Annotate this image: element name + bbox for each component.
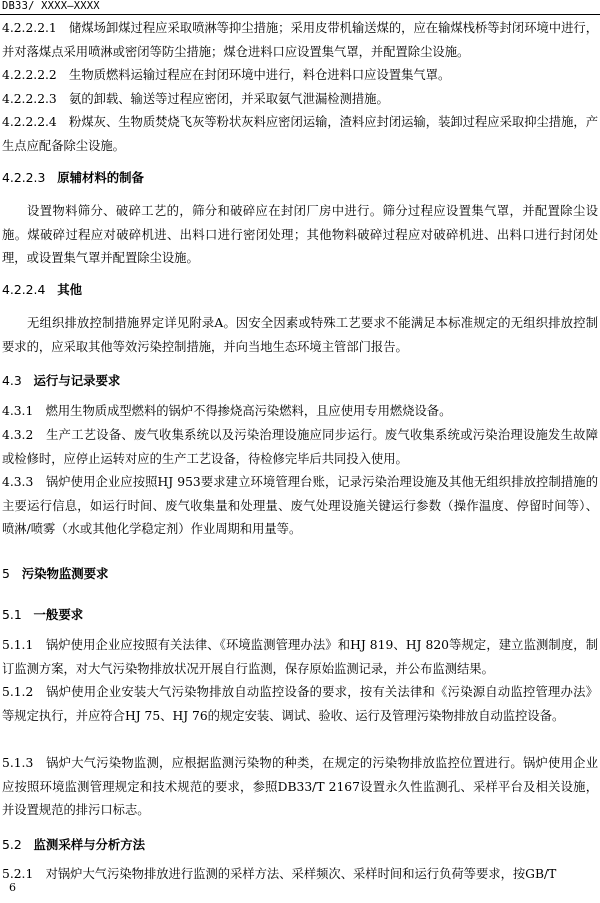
heading-5 — [2, 564, 600, 584]
clause-4-3-1: 4.3.1 燃用生物质成型燃料的锅炉不得掺烧高污染燃料，且应使用专用燃烧设备。 — [2, 404, 452, 418]
heading-number: 5 — [2, 566, 10, 581]
heading-4-2-2-4 — [2, 280, 600, 300]
heading-4-2-2-3 — [2, 168, 600, 188]
heading-5-2 — [2, 835, 600, 855]
heading-number: 4.2.2.3 — [2, 170, 46, 185]
clause-5-2-1: 5.2.1 对锅炉大气污染物排放进行监测的采样方法、采样频次、采样时间和运行负荷等要求，按GB/T — [2, 867, 557, 881]
clause-5-1-1: 5.1.1 锅炉使用企业应按照有关法律、《环境监测管理办法》和HJ 819、HJ 820等规定，建立监测制度，制订监测方案，对大气污染物排放状况开展自行监测，保存原始监测记录，并公布监测结果。 — [2, 638, 598, 676]
standard-code-header: DB33/ XXXX—XXXX — [2, 0, 100, 12]
paragraph-material-preparation: 设置物料筛分、破碎工艺的，筛分和破碎应在封闭厂房中进行。筛分过程应设置集气罩，并配置除尘设施。煤破碎过程应对破碎机进、出料口进行密闭处理；其他物料破碎过程应对破碎机进、出料口进行封闭处理，或设置集气罩并配置除尘设施。 — [2, 204, 598, 265]
clause-5-1-2: 5.1.2 锅炉使用企业安装大气污染物排放自动监控设备的要求，按有关法律和《污染源自动监控管理办法》等规定执行，并应符合HJ 75、HJ 76的规定安装、调试、验收、运行及管理污染物排放自动监控设备。 — [2, 685, 598, 723]
heading-title: 运行与记录要求 — [33, 373, 121, 388]
heading-number: 4.3 — [2, 373, 22, 388]
heading-title: 污染物监测要求 — [21, 566, 109, 581]
heading-5-1 — [2, 605, 600, 625]
clause-5-1-3: 5.1.3 锅炉大气污染物监测，应根据监测污染物的种类，在规定的污染物排放监控位置进行。锅炉使用企业应按照环境监测管理规定和技术规范的要求，参照DB33/T 2167设置永久性监测孔、采样平台及相关设施，并设置规范的排污口标志。 — [2, 756, 598, 817]
clause-4-2-2-2-3: 4.2.2.2.3 氨的卸载、输送等过程应密闭，并采取氨气泄漏检测措施。 — [2, 92, 389, 106]
heading-4-3 — [2, 371, 600, 391]
clause-4-2-2-2-2: 4.2.2.2.2 生物质燃料运输过程应在封闭环境中进行，料仓进料口应设置集气罩。 — [2, 68, 451, 82]
clause-4-2-2-2-4: 4.2.2.2.4 粉煤灰、生物质焚烧飞灰等粉状灰料应密闭运输，渣料应封闭运输，装卸过程应采取抑尘措施，产生点应配备除尘设施。 — [2, 115, 598, 153]
heading-title: 一般要求 — [33, 607, 84, 622]
heading-title: 监测采样与分析方法 — [33, 837, 146, 852]
clause-4-2-2-2-1: 4.2.2.2.1 储煤场卸煤过程应采取喷淋等抑尘措施；采用皮带机输送煤的，应在输煤栈桥等封闭环境中进行，并对落煤点采用喷淋或密闭等防尘措施；煤仓进料口应设置集气罩，并配置除尘设施。 — [2, 21, 598, 59]
heading-title: 其他 — [57, 282, 82, 297]
heading-number: 5.1 — [2, 607, 22, 622]
heading-number: 4.2.2.4 — [2, 282, 46, 297]
paragraph-other: 无组织排放控制措施界定详见附录A。因安全因素或特殊工艺要求不能满足本标准规定的无组织排放控制要求的，应采取其他等效污染控制措施，并向当地生态环境主管部门报告。 — [2, 316, 598, 354]
heading-number: 5.2 — [2, 837, 22, 852]
heading-title: 原辅材料的制备 — [57, 170, 144, 185]
clause-4-3-2: 4.3.2 生产工艺设备、废气收集系统以及污染治理设施应同步运行。废气收集系统或污染治理设施发生故障或检修时，应停止运转对应的生产工艺设备，待检修完毕后共同投入使用。 — [2, 428, 598, 466]
page-number: 6 — [9, 881, 16, 894]
clause-4-3-3: 4.3.3 锅炉使用企业应按照HJ 953要求建立环境管理台账，记录污染治理设施及其他无组织排放控制措施的主要运行信息，如运行时间、废气收集量和处理量、废气处理设施关键运行参数（操作温度、停留时间等）、喷淋/喷雾（水或其他化学稳定剂）作业周期和用量等。 — [2, 475, 598, 536]
header-rule — [0, 14, 600, 15]
